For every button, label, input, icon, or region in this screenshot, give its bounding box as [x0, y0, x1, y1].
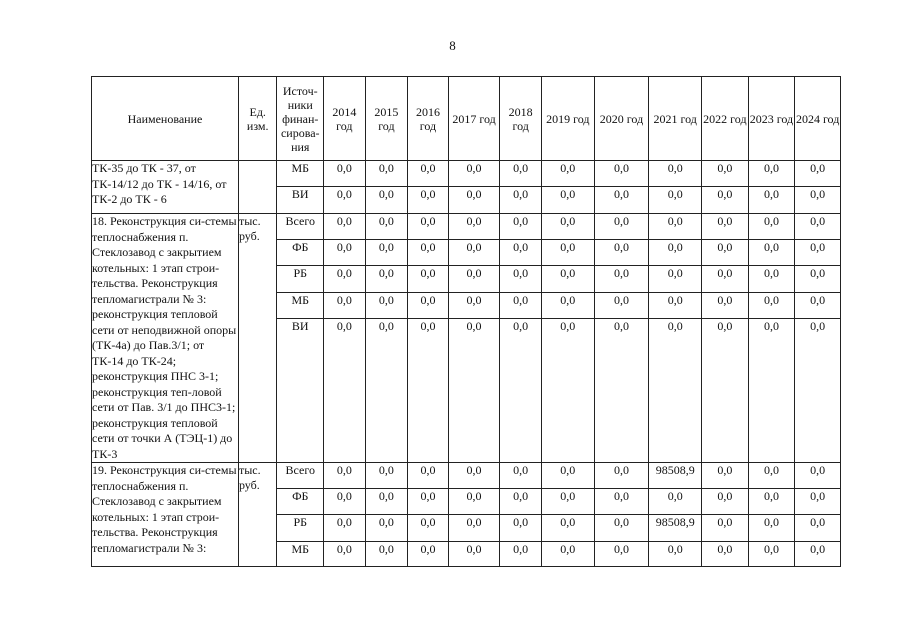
year-value: 0,0: [649, 542, 702, 567]
year-value: 0,0: [408, 515, 449, 542]
year-value: 0,0: [500, 266, 542, 293]
year-value: 0,0: [748, 240, 795, 266]
year-value: 0,0: [702, 463, 749, 489]
header-year: 2023 год: [748, 77, 795, 161]
year-value: 0,0: [541, 214, 594, 240]
year-value: 0,0: [795, 319, 841, 463]
year-value: 0,0: [408, 214, 449, 240]
year-value: 0,0: [365, 542, 408, 567]
year-value: 0,0: [408, 319, 449, 463]
year-value: 0,0: [541, 187, 594, 214]
year-value: 0,0: [448, 187, 500, 214]
year-value: 0,0: [748, 266, 795, 293]
year-value: 0,0: [649, 293, 702, 319]
year-value: 0,0: [795, 463, 841, 489]
table-body: [92, 161, 841, 567]
year-value: 0,0: [324, 542, 366, 567]
header-year: 2016 год: [408, 77, 449, 161]
financing-table: [91, 76, 841, 567]
year-value: 0,0: [795, 266, 841, 293]
year-value: 0,0: [541, 293, 594, 319]
funding-source: РБ: [277, 515, 324, 542]
year-value: 0,0: [500, 187, 542, 214]
item-name: ТК-35 до ТК - 37, от ТК-14/12 до ТК - 14/16, от ТК-2 до ТК - 6: [92, 161, 239, 214]
year-value: 0,0: [748, 293, 795, 319]
year-value: 0,0: [541, 515, 594, 542]
year-value: 0,0: [594, 161, 649, 187]
year-value: 0,0: [408, 293, 449, 319]
item-name: 19. Реконструкция си-стемы теплоснабжения п. Стеклозавод с закрытием котельных: 1 этап строи-тельства. Реконструкция тепломагистрали № 3:: [92, 463, 239, 567]
year-value: 0,0: [500, 214, 542, 240]
year-value: 0,0: [541, 266, 594, 293]
year-value: 0,0: [365, 240, 408, 266]
year-value: 0,0: [594, 187, 649, 214]
year-value: 0,0: [748, 542, 795, 567]
item-unit: тыс. руб.: [238, 214, 277, 463]
year-value: 0,0: [500, 515, 542, 542]
year-value: 0,0: [541, 319, 594, 463]
funding-source: ВИ: [277, 319, 324, 463]
funding-source: МБ: [277, 293, 324, 319]
year-value: 0,0: [594, 214, 649, 240]
year-value: 0,0: [448, 214, 500, 240]
year-value: 0,0: [795, 161, 841, 187]
funding-source: РБ: [277, 266, 324, 293]
year-value: 0,0: [448, 542, 500, 567]
year-value: 98508,9: [649, 463, 702, 489]
table-row: [92, 463, 841, 489]
year-value: 0,0: [594, 463, 649, 489]
year-value: 0,0: [594, 489, 649, 515]
year-value: 0,0: [448, 266, 500, 293]
item-unit: тыс. руб.: [238, 463, 277, 567]
year-value: 0,0: [448, 489, 500, 515]
funding-source: ФБ: [277, 489, 324, 515]
year-value: 0,0: [702, 319, 749, 463]
table-row: [92, 214, 841, 240]
year-value: 0,0: [748, 489, 795, 515]
funding-source: ВИ: [277, 187, 324, 214]
year-value: 0,0: [795, 489, 841, 515]
year-value: 0,0: [541, 542, 594, 567]
funding-source: ФБ: [277, 240, 324, 266]
year-value: 0,0: [702, 161, 749, 187]
year-value: 98508,9: [649, 515, 702, 542]
year-value: 0,0: [649, 319, 702, 463]
year-value: 0,0: [594, 240, 649, 266]
header-name: Наименование: [92, 77, 239, 161]
year-value: 0,0: [324, 240, 366, 266]
year-value: 0,0: [702, 214, 749, 240]
year-value: 0,0: [408, 161, 449, 187]
year-value: 0,0: [408, 266, 449, 293]
year-value: 0,0: [702, 293, 749, 319]
year-value: 0,0: [500, 319, 542, 463]
year-value: 0,0: [500, 489, 542, 515]
year-value: 0,0: [500, 293, 542, 319]
year-value: 0,0: [365, 161, 408, 187]
year-value: 0,0: [702, 266, 749, 293]
page-number: 8: [449, 38, 456, 53]
year-value: 0,0: [594, 515, 649, 542]
year-value: 0,0: [649, 240, 702, 266]
year-value: 0,0: [702, 240, 749, 266]
year-value: 0,0: [324, 463, 366, 489]
year-value: 0,0: [594, 319, 649, 463]
year-value: 0,0: [365, 489, 408, 515]
year-value: 0,0: [448, 161, 500, 187]
header-year: 2014 год: [324, 77, 366, 161]
year-value: 0,0: [500, 161, 542, 187]
year-value: 0,0: [365, 319, 408, 463]
header-year: 2020 год: [594, 77, 649, 161]
header-year: 2017 год: [448, 77, 500, 161]
year-value: 0,0: [594, 293, 649, 319]
header-year: 2019 год: [541, 77, 594, 161]
header-unit: Ед. изм.: [238, 77, 277, 161]
year-value: 0,0: [795, 542, 841, 567]
table-row: [92, 161, 841, 187]
year-value: 0,0: [365, 214, 408, 240]
year-value: 0,0: [795, 293, 841, 319]
year-value: 0,0: [702, 187, 749, 214]
funding-source: МБ: [277, 542, 324, 567]
year-value: 0,0: [448, 515, 500, 542]
year-value: 0,0: [748, 161, 795, 187]
year-value: 0,0: [649, 489, 702, 515]
year-value: 0,0: [324, 161, 366, 187]
funding-source: Всего: [277, 463, 324, 489]
item-unit: [238, 161, 277, 214]
year-value: 0,0: [795, 240, 841, 266]
year-value: 0,0: [448, 463, 500, 489]
year-value: 0,0: [541, 161, 594, 187]
year-value: 0,0: [365, 515, 408, 542]
year-value: 0,0: [408, 463, 449, 489]
year-value: 0,0: [365, 187, 408, 214]
year-value: 0,0: [365, 293, 408, 319]
year-value: 0,0: [500, 542, 542, 567]
year-value: 0,0: [408, 542, 449, 567]
item-name: 18. Реконструкция си-стемы теплоснабжения п. Стеклозавод с закрытием котельных: 1 этап строи-тельства. Реконструкция тепломагистрали № 3: реконструкция тепловой сети от неподвижной опоры (ТК-4а) до Пав.3/1; от ТК-14 до ТК-24; реконструкция ПНС 3-1; реконструкция теп-ловой сети от Пав. 3/1 до ПНС3-1; реконструкция тепловой сети от точки А (ТЭЦ-1) до ТК-3: [92, 214, 237, 461]
year-value: 0,0: [408, 187, 449, 214]
year-value: 0,0: [324, 214, 366, 240]
year-value: 0,0: [324, 319, 366, 463]
year-value: 0,0: [448, 319, 500, 463]
year-value: 0,0: [649, 161, 702, 187]
year-value: 0,0: [795, 187, 841, 214]
year-value: 0,0: [748, 515, 795, 542]
year-value: 0,0: [500, 240, 542, 266]
year-value: 0,0: [748, 214, 795, 240]
year-value: 0,0: [541, 489, 594, 515]
year-value: 0,0: [324, 489, 366, 515]
header-year: 2015 год: [365, 77, 408, 161]
funding-source: Всего: [277, 214, 324, 240]
year-value: 0,0: [448, 293, 500, 319]
year-value: 0,0: [448, 240, 500, 266]
year-value: 0,0: [365, 463, 408, 489]
year-value: 0,0: [408, 489, 449, 515]
header-year: 2022 год: [702, 77, 749, 161]
year-value: 0,0: [324, 515, 366, 542]
header-row: [92, 77, 841, 161]
year-value: 0,0: [541, 240, 594, 266]
year-value: 0,0: [324, 187, 366, 214]
header-year: 2018 год: [500, 77, 542, 161]
header-year: 2021 год: [649, 77, 702, 161]
year-value: 0,0: [594, 266, 649, 293]
header-source: Источ-ники финан-сирова-ния: [277, 77, 324, 161]
year-value: 0,0: [795, 214, 841, 240]
year-value: 0,0: [649, 214, 702, 240]
year-value: 0,0: [408, 240, 449, 266]
year-value: 0,0: [702, 542, 749, 567]
year-value: 0,0: [324, 293, 366, 319]
year-value: 0,0: [748, 187, 795, 214]
year-value: 0,0: [702, 515, 749, 542]
year-value: 0,0: [748, 463, 795, 489]
header-year: 2024 год: [795, 77, 841, 161]
year-value: 0,0: [748, 319, 795, 463]
year-value: 0,0: [795, 515, 841, 542]
year-value: 0,0: [324, 266, 366, 293]
year-value: 0,0: [365, 266, 408, 293]
year-value: 0,0: [541, 463, 594, 489]
year-value: 0,0: [649, 266, 702, 293]
funding-source: МБ: [277, 161, 324, 187]
year-value: 0,0: [594, 542, 649, 567]
year-value: 0,0: [702, 489, 749, 515]
year-value: 0,0: [500, 463, 542, 489]
year-value: 0,0: [649, 187, 702, 214]
